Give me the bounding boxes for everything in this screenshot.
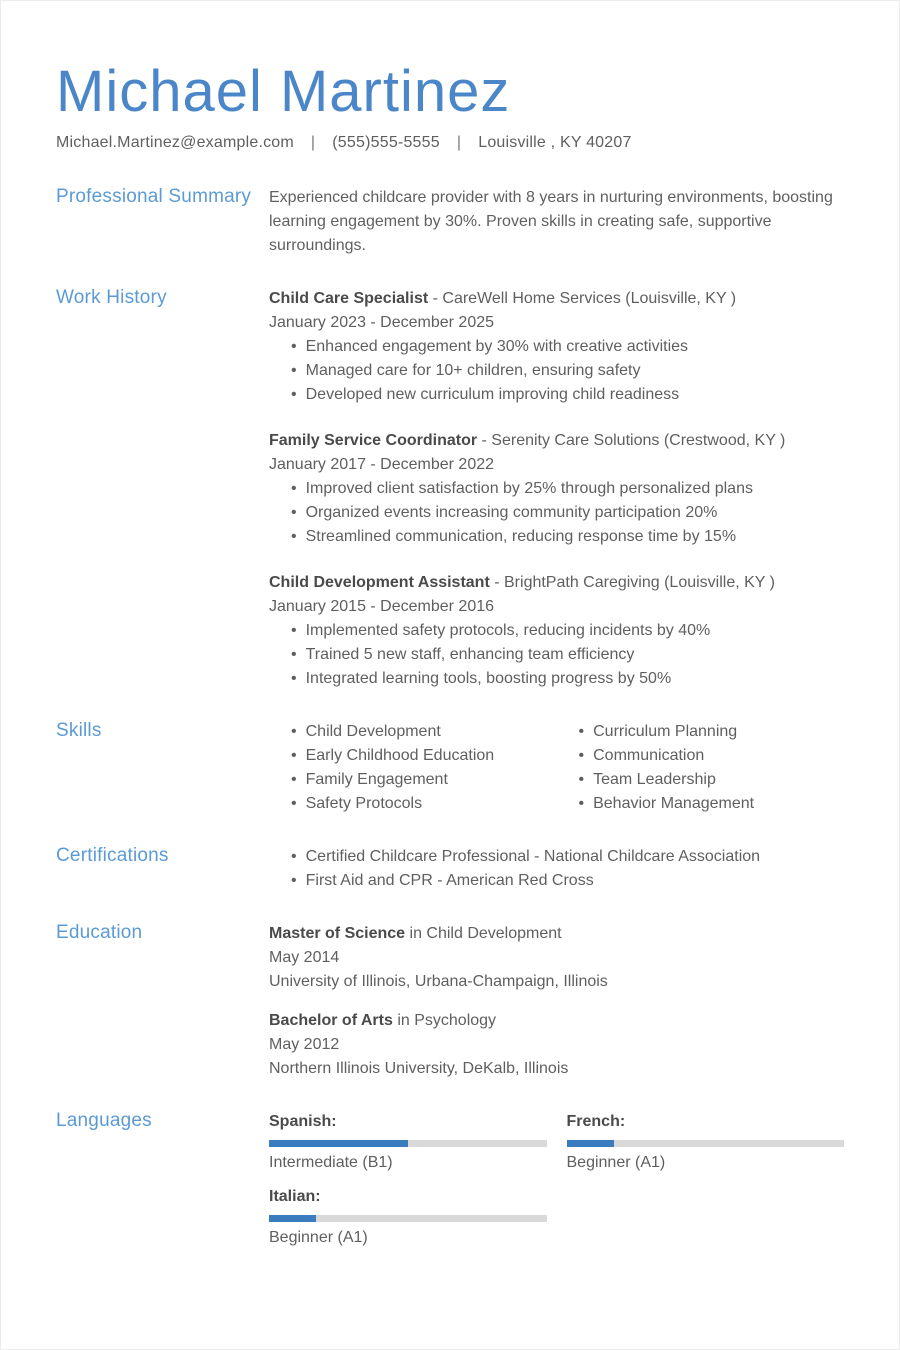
language-progress-track [269,1215,547,1222]
certification-item [269,845,844,869]
language-entry [269,1185,547,1250]
skills-column-1 [269,720,557,816]
skill-text: Communication [593,746,705,764]
job-title-line [269,571,844,595]
skill-item [557,720,845,744]
bullet-icon: • [291,645,297,663]
degree-entry [269,1009,844,1081]
job-bullet [269,667,844,691]
degree-title-line [269,1009,844,1033]
skill-text: Safety Protocols [305,794,423,812]
job-dates: January 2023 - December 2025 [269,313,495,331]
job-bullet-text: Managed care for 10+ children, ensuring safety [305,361,641,379]
skill-text: Early Childhood Education [305,746,495,764]
section-professional-summary [56,186,844,258]
language-progress-fill [269,1140,408,1147]
job-bullet-text: Organized events increasing community participation 20% [305,503,718,521]
bullet-icon: • [291,337,297,355]
skills-grid [269,720,844,816]
language-progress-fill [567,1140,614,1147]
degree-name: Master of Science [269,924,406,942]
degree-school: Northern Illinois University, DeKalb, Illinois [269,1059,569,1077]
skill-item [269,768,557,792]
degree-entry [269,922,844,994]
language-level: Beginner (A1) [269,1228,368,1246]
job-bullet-text: Streamlined communication, reducing response time by 15% [305,527,737,545]
job-title: Child Care Specialist [269,289,429,307]
degree-field: in Child Development [409,924,562,942]
contact-separator: | [310,133,316,151]
skill-item [269,792,557,816]
degree-school: University of Illinois, Urbana-Champaign, Illinois [269,972,608,990]
bullet-icon: • [291,361,297,379]
language-name: Italian: [269,1187,321,1205]
job-entry [269,429,844,549]
degree-date: May 2014 [269,948,340,966]
email-text: Michael.Martinez@example.com [56,133,294,151]
bullet-icon: • [291,503,297,521]
certification-text: First Aid and CPR - American Red Cross [305,871,594,889]
bullet-icon: • [291,794,297,812]
education-heading: Education [56,921,143,943]
skill-item [557,744,845,768]
bullet-icon: • [291,621,297,639]
section-languages [56,1110,844,1250]
language-name: Spanish: [269,1112,337,1130]
contact-line [56,134,844,152]
bullet-icon: • [291,527,297,545]
job-bullet [269,383,844,407]
job-bullet-text: Enhanced engagement by 30% with creative activities [305,337,689,355]
location-text: Louisville , KY 40207 [478,133,632,151]
bullet-icon: • [578,746,585,764]
job-bullet [269,359,844,383]
language-entry [567,1110,845,1175]
job-bullet-text: Implemented safety protocols, reducing incidents by 40% [305,621,711,639]
skill-text: Family Engagement [305,770,448,788]
bullet-icon: • [291,669,297,687]
contact-separator: | [456,133,462,151]
job-bullet [269,335,844,359]
bullet-icon: • [291,385,297,403]
certifications-heading: Certifications [56,844,169,866]
languages-grid [269,1110,844,1250]
skill-item [269,720,557,744]
skill-text: Child Development [305,722,441,740]
job-entry [269,571,844,691]
resume-header [56,61,844,152]
job-bullet-text: Trained 5 new staff, enhancing team efficiency [305,645,635,663]
job-bullet [269,501,844,525]
language-progress-track [567,1140,845,1147]
language-progress-track [269,1140,547,1147]
resume-body [56,186,844,1250]
section-education [56,922,844,1081]
job-bullet [269,619,844,643]
job-bullet [269,477,844,501]
bullet-icon: • [291,479,297,497]
skill-item [269,744,557,768]
skill-text: Behavior Management [593,794,755,812]
skill-item [557,768,845,792]
bullet-icon: • [291,770,297,788]
job-title: Child Development Assistant [269,573,490,591]
job-bullet [269,643,844,667]
skill-text: Curriculum Planning [593,722,738,740]
job-dates: January 2017 - December 2022 [269,455,495,473]
job-dates: January 2015 - December 2016 [269,597,495,615]
degree-date: May 2012 [269,1035,340,1053]
job-bullet [269,525,844,549]
job-company: - CareWell Home Services (Louisville, KY ) [432,289,737,307]
job-title-line [269,287,844,311]
bullet-icon: • [291,722,297,740]
skill-text: Team Leadership [593,770,716,788]
skills-column-2 [557,720,845,816]
certification-text: Certified Childcare Professional - National Childcare Association [305,847,761,865]
job-company: - Serenity Care Solutions (Crestwood, KY ) [481,431,786,449]
degree-field: in Psychology [397,1011,497,1029]
section-certifications [56,845,844,893]
phone-text: (555)555-5555 [332,133,440,151]
job-title: Family Service Coordinator [269,431,478,449]
certification-item [269,869,844,893]
degree-name: Bachelor of Arts [269,1011,393,1029]
job-bullet-text: Integrated learning tools, boosting progress by 50% [305,669,672,687]
degree-title-line [269,922,844,946]
summary-heading: Professional Summary [56,185,252,207]
section-skills [56,720,844,816]
work-history-heading: Work History [56,286,167,308]
bullet-icon: • [291,871,297,889]
language-level: Beginner (A1) [566,1153,666,1171]
languages-heading: Languages [56,1109,152,1131]
bullet-icon: • [578,770,585,788]
candidate-name: Michael Martinez [56,59,511,124]
bullet-icon: • [578,722,585,740]
skills-heading: Skills [56,719,102,741]
language-progress-fill [269,1215,316,1222]
language-level: Intermediate (B1) [269,1153,393,1171]
skill-item [557,792,845,816]
job-title-line [269,429,844,453]
summary-text: Experienced childcare provider with 8 years in nurturing environments, boosting learning engagement by 30%. Proven skills in creating safe, supportive surroundings. [269,188,833,254]
bullet-icon: • [578,794,585,812]
section-work-history [56,287,844,691]
job-company: - BrightPath Caregiving (Louisville, KY ) [494,573,775,591]
job-bullet-text: Improved client satisfaction by 25% through personalized plans [305,479,753,497]
language-entry [269,1110,547,1175]
language-name: French: [566,1112,626,1130]
job-entry [269,287,844,407]
bullet-icon: • [291,847,297,865]
job-bullet-text: Developed new curriculum improving child readiness [305,385,680,403]
bullet-icon: • [291,746,297,764]
